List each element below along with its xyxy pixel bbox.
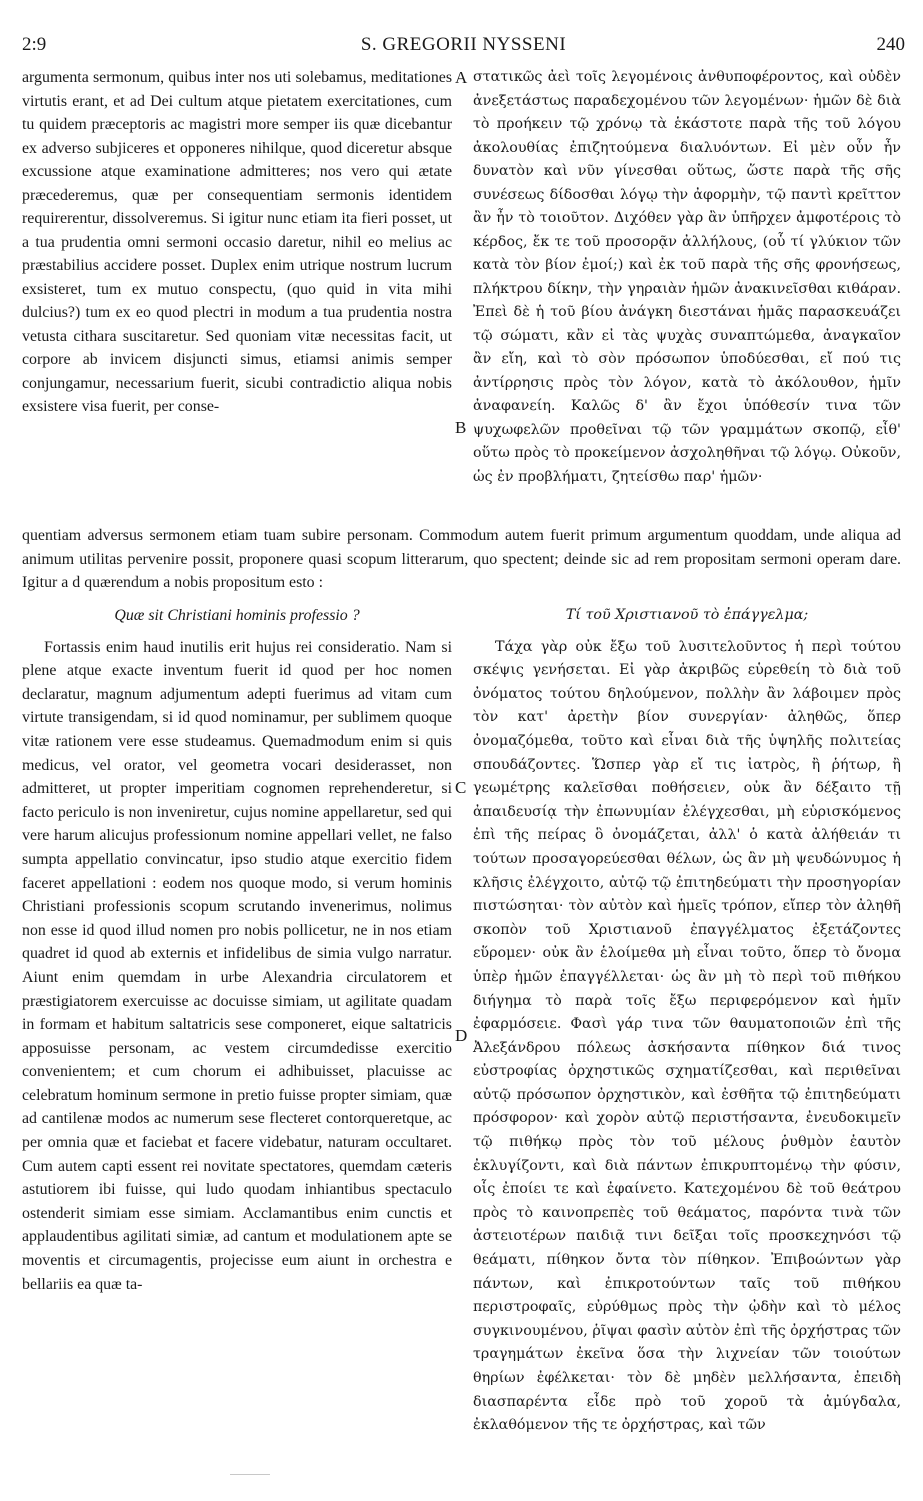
bottom-rule: [230, 1474, 270, 1475]
margin-mark-b: B: [455, 418, 467, 437]
greek-column-top: [473, 66, 901, 489]
latin-continuation-text: quentiam adversus sermonem etiam tuam subire personam. Commodum autem fuerit primum argumentum quoddam, unde aliqua ad animum utilitas pervenire possit, proponere quasi scopum litterarum, quo spectent; deinde sic ad rem propositam sermoni operam dare. Igitur a d quærendum a nobis propositum esto :: [22, 527, 901, 591]
running-header: [22, 34, 905, 60]
latin-section: [22, 604, 452, 1296]
greek-section-title: Τί τοῦ Χριστιανοῦ τὸ ἐπάγγελμα;: [565, 607, 809, 623]
greek-paragraph-top: στατικῶς ἀεὶ τοῖς λεγομένοις ἀνθυποφέροντος, καὶ οὐδὲν ἀνεξετάστως παραδεχομένου τῶν λεγομένων· ἡμῶν δὲ διὰ τὸ προήκειν τῷ χρόνῳ τὰ ἑκάστοτε παρὰ τῆς τοῦ λόγου ἀκολουθίας ἐπιζητούμενα διαλυόντων. Εἰ μὲν οὖν ἦν δυνατὸν καὶ νῦν γίνεσθαι οὕτως, ὥστε παρὰ τῆς σῆς συνέσεως δίδοσθαι λόγῳ τὴν ἀφορμὴν, τῷ παντὶ κρεῖττον ἂν ἦν τὸ τοιοῦτον. Διχόθεν γὰρ ἂν ὑπῆρχεν ἀμφοτέροις τὸ κέρδος, ἔκ τε τοῦ προσορᾷν ἀλλήλους, (οὗ τί γλύκιον τῶν κατὰ τὸν βίον ἐμοί;) καὶ ἐκ τοῦ παρὰ τῆς σῆς φρονήσεως, πλήκτρου δίκην, τὴν γηραιὰν ἡμῶν ἀνακινεῖσθαι κιθάραν. Ἐπεὶ δὲ ἡ τοῦ βίου ἀνάγκη διεστάναι ἡμᾶς παρασκευάζει τῷ σώματι, κἂν εἰ τὰς ψυχὰς συναπτώμεθα, ἀναγκαῖον ἂν εἴη, καὶ τὸ σὸν πρόσωπον ὑποδύεσθαι, εἴ πού τις ἀντίρρησις πρὸς τὸν λόγον, κατὰ τὸ ἀκόλουθον, ἡμῖν ἀναφανείη. Καλῶς δ' ἂν ἔχοι ὑπόθεσίν τινα τῶν ψυχωφελῶν προθεῖναι τῷ τῶν γραμμάτων σκοπῷ, εἶθ' οὕτω πρὸς τὸ προκείμενον ἀσχοληθῆναι τῷ λόγῳ. Οὐκοῦν, ὡς ἐν προβλήματι, ζητείσθω παρ' ἡμῶν·: [473, 69, 901, 485]
latin-section-body: Fortassis enim haud inutilis erit hujus rei consideratio. Nam si plene atque exacte inventum fuerit id quod per hoc nomen declaratur, magnum adjumentum adepti fuerimus ad vitam cum virtute transigendam, si id quod nominamur, per sublimem quoque vitæ rationem vere esse studeamus. Quemadmodum enim si quis medicus, vel orator, vel geometra vocari desiderasset, non admitteret, ut propter imperitiam cognomen reprehenderetur, si facto periculo is non inveniretur, cujus nomine appellaretur, sed qui vere harum alicujus professionum nomine appellari vellet, ne falso sumpta appellatio convincatur, ipso studio atque exercitio fidem faceret appellationi : eodem nos quoque modo, si verum hominis Christiani professionis scopum scrutando invenerimus, nolimus non esse id quod illud nomen pro nobis pollicetur, ne in nos etiam quadret id quod ab externis et infidelibus de simia vulgo narratur. Aiunt enim quemdam in urbe Alexandria circulatorem et præstigiatorem exercuisse ac docuisse simiam, ut agilitate quadam in formam et habitum saltatricis sese componeret, eique saltatricis apposuisse personam, ac vestem circumdedisse exercitio convenientem; et cum chorum ei adhibuisset, placuisse ac celebratum hominum sermone in pretio fuisse propter simiam, quæ ad cantilenæ modos ac numerum sese flecteret contorqueretque, ac per omnia quæ et faciebat et facere videbatur, naturam occultaret. Cum autem capti essent rei novitate spectatores, quemdam cæteris astutiorem ibi fuisse, qui ludo quodam inhiantibus spectaculo ostenderit simiam esse simiam. Acclamantibus enim cunctis et applaudentibus agilitati simiæ, ad cantum et modulationem apte se moventis et circumagentis, projecisse eum aiunt in orchestra e bellariis ea quæ ta-: [22, 638, 452, 1293]
margin-mark-d: D: [455, 1026, 468, 1045]
greek-section-body: Τάχα γὰρ οὐκ ἔξω τοῦ λυσιτελοῦντος ἡ περὶ τούτου σκέψις γενήσεται. Εἰ γὰρ ἀκριβῶς εὑρεθείη τὸ διὰ τοῦ ὀνόματος τούτου δηλούμενον, πολλὴν ἂν λάβοιμεν πρὸς τὸν κατ' ἀρετὴν βίον συνεργίαν· ἀληθῶς, ὅπερ ὀνομαζόμεθα, τοῦτο καὶ εἶναι διὰ τῆς ὑψηλῆς πολιτείας σπουδάζοντες. Ὥσπερ γὰρ εἴ τις ἰατρὸς, ἢ ῥήτωρ, ἢ γεωμέτρης καλεῖσθαι ποθήσειεν, οὐκ ἂν δέξαιτο τῇ ἀπαιδευσίᾳ τὴν ἐπωνυμίαν ἐλέγχεσθαι, μὴ εὑρισκόμενος ἐπὶ τῆς πείρας ὃ ὀνομάζεται, ἀλλ' ὁ κατὰ ἀλήθειάν τι τούτων προσαγορεύεσθαι θέλων, ὡς ἂν μὴ ψευδώνυμος ἡ κλῆσις ἐλέγχοιτο, αὐτῷ τῷ ἐπιτηδεύματι τὴν προσηγορίαν πιστώσηται· τὸν αὐτὸν καὶ ἡμεῖς τρόπον, εἴπερ τὸν ἀληθῆ σκοπὸν τοῦ Χριστιανοῦ ἐπαγγέλματος ἐξετάζοντες εὕρομεν· οὐκ ἂν ἑλοίμεθα μὴ εἶναι τοῦτο, ὅπερ τὸ ὄνομα ὑπὲρ ἡμῶν ἐπαγγέλλεται· ὡς ἂν μὴ τὸ περὶ τοῦ πιθήκου διήγημα τὸ παρὰ τοῖς ἔξω περιφερόμενον καὶ ἡμῖν ἐφαρμόσειε. Φασὶ γάρ τινα τῶν θαυματοποιῶν ἐπὶ τῆς Ἀλεξάνδρου πόλεως ἀσκήσαντα πίθηκον διά τινος εὐστροφίας ὀρχηστικῶς σχηματίζεσθαι, καὶ περιθεῖναι αὐτῷ πρόσωπον ὀρχηστικὸν, καὶ ἐσθῆτα τῷ ἐπιτηδεύματι πρόσφορον· καὶ χορὸν αὐτῷ περιστήσαντα, ἐνευδοκιμεῖν τῷ πιθήκῳ πρὸς τὸν τοῦ μέλους ῥυθμὸν ἑαυτὸν ἐκλυγίζοντι, καὶ διὰ πάντων ἐπικρυπτομένῳ τὴν φύσιν, οἷς ἐποίει τε καὶ ἐφαίνετο. Κατεχομένου δὲ τοῦ θεάτρου πρὸς τὸ καινοπρεπὲς τοῦ θεάματος, παρόντα τινὰ τῶν ἀστειοτέρων παιδιᾷ τινι δεῖξαι τοῖς προσκεχηνόσι τῷ θεάματι, πίθηκον ὄντα τὸν πίθηκον. Ἐπιβοώντων γὰρ πάντων, καὶ ἐπικροτούντων ταῖς τοῦ πιθήκου περιστροφαῖς, εὐρύθμως πρὸς τὴν ᾠδὴν καὶ τὸ μέλος συγκινουμένου, ῥῖψαι φασὶν αὐτὸν ἐπὶ τῆς ὀρχήστρας τῶν τραγημάτων ἐκεῖνα ὅσα τὴν λιχνείαν τῶν τοιούτων θηρίων ἐφέλκεται· τὸν δὲ μηδὲν μελλήσαντα, ἐπειδὴ διασπαρέντα εἶδε πρὸ τοῦ χοροῦ τὰ ἀμύγδαλα, ἐκλαθόμενον τῆς τε ὀρχήστρας, καὶ τῶν: [473, 638, 901, 1434]
latin-full-width-continuation: [22, 524, 901, 595]
margin-mark-a: A: [455, 68, 468, 87]
latin-paragraph-top: argumenta sermonum, quibus inter nos uti solebamus, meditationes virtutis erant, et ad Dei cultum atque pietatem exercitationes, cum tu quidem præceptoris ac magistri more semper iis quæ dicebantur ex adverso subjiceres et opponeres nihilque, quod diceretur absque excussione atque examinatione admitteres; nos vero qui ætate præcederemus, quæ per consequentiam sermonis identidem requirerentur, dissolveremus. Si igitur nunc etiam ita fieri posset, ut a tua prudentia omni sermoni occasio daretur, nihil eo melius ac præstabilius accidere posset. Duplex enim utrique nostrum lucrum exsisteret, tum ex mutuo conspectu, (quo quid in vita mihi dulcius?) tum ex eo quod plectri in modum a tua prudentia nostra vetusta cithara suscitaretur. Sed quoniam vitæ necessitas facit, ut corpore ab invicem disjuncti simus, etiamsi animis semper conjungamur, necessarium fuerit, sicubi contradictio aliqua nobis exsistere visa fuerit, per conse-: [22, 69, 452, 415]
greek-section: [473, 604, 901, 1438]
margin-mark-c: C: [455, 778, 467, 797]
page-number-left: 2:9: [22, 34, 47, 55]
running-title: S. GREGORII NYSSENI: [360, 34, 567, 55]
latin-section-title: Quæ sit Christiani hominis professio ?: [114, 607, 360, 624]
latin-column-top: [22, 66, 452, 419]
page-number-right: 240: [876, 34, 905, 55]
